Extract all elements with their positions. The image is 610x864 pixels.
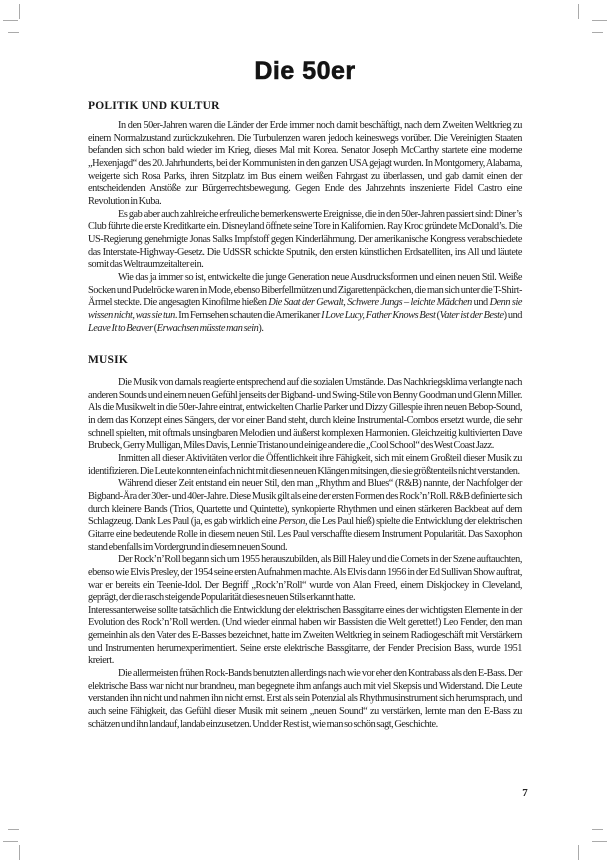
crop-mark-icon (592, 841, 607, 842)
paragraph (88, 605, 522, 668)
text-run: ( (152, 322, 157, 334)
section-heading-politik: POLITIK UND KULTUR (88, 100, 220, 112)
text-run: ). (258, 322, 264, 334)
text-run: Die allermeisten frühen Rock-Bands benutzten allerdings nach wie vor eher den Kontrabass als den E-Bass. Der elektrische Bass war nicht nur brandneu, man begegnete ihm anfangs auch mit viel Skepsis und Widerstand. Die Leute verstanden ihn nicht und nahmen ihn nicht ernst. Erst als sein Potenzial als Rhythmusinstrument sich herumsprach, und auch seine Fähigkeit, das Gefühl dieser Musik mit seinem „neuen Sound“ zu verstärken, lernte man den E-Bass zu schätzen und ihn landauf, landab einzusetzen. Und der Rest ist, wie man so schön sagt, Geschichte. (88, 668, 522, 730)
section-politik-paragraphs (88, 120, 522, 335)
crop-mark-icon (3, 20, 18, 21)
text-run: Der Rock’n’Roll begann sich um 1955 herauszubilden, als Bill Haley und die Comets in der Szene auftauchten, ebenso wie Elvis Presley, der 1954 seine ersten Aufnahmen machte. Als Elvis dann 1956 in der Ed Sullivan Show auftrat, war er bereits ein Teenie-Idol. Der Begriff „Rock’n’Roll“ wurde von Alan Freed, einem Diskjockey in Cleveland, geprägt, der die rasch steigende Popularität dieses neuen Stils erkannt hatte. (88, 554, 522, 604)
paragraph (88, 377, 522, 453)
section-heading-musik: MUSIK (88, 354, 128, 366)
paragraph (88, 478, 522, 554)
paragraph (88, 453, 522, 478)
crop-mark-icon (578, 845, 579, 860)
text-run: Es gab aber auch zahlreiche erfreuliche bemerkenswerte Ereignisse, die in den 50er-Jahren passiert sind: Diner’s Club führte die erste Kreditkarte ein. Disneyland öffnete seine Tore in Kalifornien. Ray Kroc gründete McDonald’s. Die US-Regierung genehmigte Jonas Salks Impfstoff gegen Kinderlähmung. Der amerikanische Kongress verabschiedete das Interstate-Highway-Gesetz. Die UdSSR schickte Sputnik, den ersten künstlichen Erdsatelliten, ins All und läutete somit das Weltraumzeitalter ein. (88, 208, 522, 271)
text-run: und (471, 297, 490, 309)
italic-text-run: Vater ist der Beste (439, 309, 504, 321)
text-run: . Im Fernsehen schauten die Amerikaner (174, 309, 322, 321)
section-musik-paragraphs (88, 377, 522, 731)
text-run: Während dieser Zeit entstand ein neuer Stil, den man „Rhythm and Blues“ (R&B) nannte, der Nachfolger der Bigband-Ära der 30er- und 40er-Jahre. Diese Musik gilt als eine der ersten Formen des Rock’n’Roll. R&B definierte sich durch kleinere Bands (Trios, Quartette und Quintette), synkopierte Rhythmen und einen stärkeren Backbeat auf dem Schlagzeug. Dank Les Paul (ja, es gab wirklich eine (88, 478, 522, 528)
crop-mark-icon (8, 32, 19, 33)
text-run: ) und (503, 309, 523, 321)
italic-text-run: Person (278, 516, 305, 528)
crop-mark-icon (592, 20, 607, 21)
paragraph (88, 272, 522, 335)
italic-text-run: Denn sie wissen nicht, was sie tun (88, 297, 522, 321)
italic-text-run: Leave It to Beaver (88, 322, 153, 334)
page-number: 7 (522, 787, 528, 799)
crop-mark-icon (8, 829, 19, 830)
paragraph (88, 209, 522, 272)
text-run: Wie das ja immer so ist, entwickelte die junge Generation neue Ausdrucksformen und einen neuen Stil. Weiße Socken und Pudelröcke waren in Mode, ebenso Biberfellmützen und Zigarettenpäckchen, die man sich unter die T-Shirt-Ärmel steckte. Die angesagten Kinofilme hießen (88, 271, 522, 309)
crop-mark-icon (592, 32, 603, 33)
crop-mark-icon (3, 841, 18, 842)
text-run: Interessanterweise sollte tatsächlich die Entwicklung der elektrischen Bassgitarre eines der wichtigsten Elemente in der Evolution des Rock’n’Roll werden. (Und wieder einmal haben wir Bassisten die Welt gerettet!) Leo Fender, den man gemeinhin als den Vater des E-Basses bezeichnet, hatte im Zweiten Weltkrieg in seinem Radiogeschäft mit Verstärkern und Instrumenten herumexperimentiert. Seine erste elektrische Bassgitarre, der Fender Precision Bass, wurde 1951 kreiert. (88, 604, 522, 667)
text-run: Die Musik von damals reagierte entsprechend auf die sozialen Umstände. Das Nachkriegsklima verlangte nach anderen Sounds und einem neuen Gefühl jenseits der Bigband- und Swing-Stile von Benny Goodman und Glenn Miller. Als die Musikwelt in die 50er-Jahre eintrat, entwickelten Charlie Parker und Dizzy Gillespie ihren neuen Bebop-Sound, in dem das Konzept eines Sängers, der vor einer Band steht, durch kleine Instrumental-Combos ersetzt wurde, die sehr schnell spielten, mit oftmals unsingbaren Melodien und äußerst komplexen Harmonien. Gleichzeitig kultivierten Dave Brubeck, Gerry Mulligan, Miles Davis, Lennie Tristano und einige andere die „Cool School“ des West Coast Jazz. (88, 377, 522, 452)
crop-mark-icon (19, 845, 20, 860)
paragraph (88, 668, 522, 731)
paragraph (88, 554, 522, 605)
text-run: In den 50er-Jahren waren die Länder der Erde immer noch damit beschäftigt, nach dem Zweiten Weltkrieg zu einem Normalzustand zurückzukehren. Die Turbulenzen waren jedoch keineswegs vorüber. Die Vereinigten Staaten befanden sich schon bald wieder im Krieg, dieses Mal mit Korea. Senator Joseph McCarthy startete eine moderne „Hexenjagd“ des 20. Jahrhunderts, bei der Kommunisten in den ganzen USA gejagt wurden. In Montgomery, Alabama, weigerte sich Rosa Parks, ihren Sitzplatz im Bus einem weißen Fahrgast zu überlassen, und gab damit einen der entscheidenden Anstöße zur Bürgerrechtsbewegung. Gegen Ende des Jahrzehnts inszenierte Fidel Castro eine Revolution in Kuba. (88, 120, 522, 207)
crop-mark-icon (578, 4, 579, 19)
text-run: Inmitten all dieser Aktivitäten verlor die Öffentlichkeit ihre Fähigkeit, sich mit einem Großteil dieser Musik zu identifizieren. Die Leute konnten einfach nicht mit diesen neuen Klängen mitsingen, die sie größtenteils nicht verstanden. (88, 452, 522, 477)
page-title: Die 50er (254, 57, 356, 85)
italic-text-run: Erwachsen müsste man sein (156, 322, 259, 334)
text-run: ( (435, 309, 440, 321)
italic-text-run: Die Saat der Gewalt, Schwere Jungs – leichte Mädchen (268, 297, 472, 309)
crop-mark-icon (592, 829, 603, 830)
text-run: , die Les Paul hieß) spielte die Entwicklung der elektrischen Gitarre eine bedeutende Rolle in diesem neuen Stil. Les Paul verschaffte diesem Instrument Popularität. Das Saxophon stand ebenfalls im Vordergrund in diesem neuen Sound. (88, 516, 522, 553)
italic-text-run: I Love Lucy, Father Knows Best (321, 309, 436, 321)
paragraph (88, 120, 522, 209)
crop-mark-icon (19, 4, 20, 19)
